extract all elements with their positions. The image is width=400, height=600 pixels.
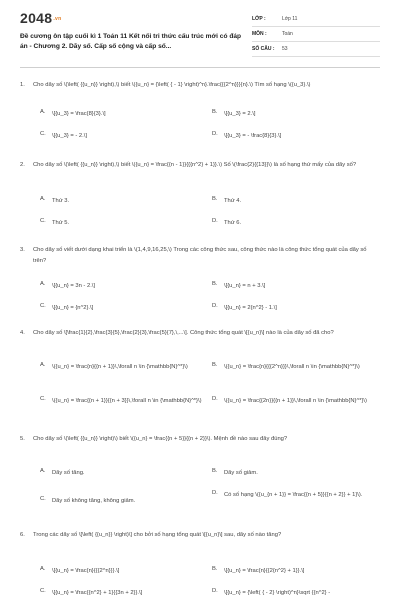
option-text: \({u_n} = \frac{n}{{n + 1}}\,\forall n \in {\mathbb{N}^*}\) — [52, 364, 188, 370]
meta-class-label: LỚP : — [252, 16, 266, 22]
meta-subject-row — [252, 27, 380, 42]
option-key: D. — [212, 303, 218, 309]
option-text: Thứ 4. — [224, 198, 242, 204]
option-key: D. — [212, 588, 218, 594]
option-text: \({u_n} = \frac{{2n}}{{n + 1}}\,\forall n \in {\mathbb{N}^*}\) — [224, 398, 367, 404]
answer-option-c[interactable] — [40, 131, 210, 141]
question-number: 5. — [20, 436, 25, 442]
meta-subject-label: MÔN : — [252, 31, 267, 37]
option-text: Có số hạng \({u_{n + 1}} = \frac{{n + 5}}{{n + 2}} + 1}\). — [224, 492, 363, 498]
option-text: Thứ 3. — [52, 198, 70, 204]
option-text: \[{u_n} = 3n - 2.\] — [52, 283, 96, 289]
question-6 — [20, 530, 380, 541]
meta-count-row — [252, 42, 380, 57]
option-key: C. — [40, 218, 46, 224]
answer-option-c[interactable] — [40, 396, 210, 406]
answer-option-d[interactable] — [212, 588, 380, 598]
meta-count-label: SỐ CÂU : — [252, 46, 275, 52]
question-3 — [20, 245, 380, 267]
option-key: B. — [212, 281, 218, 287]
answer-option-a[interactable] — [40, 196, 210, 206]
option-key: C. — [40, 396, 46, 402]
site-logo[interactable] — [20, 10, 61, 26]
option-key: A. — [40, 196, 46, 202]
header — [0, 0, 400, 60]
option-text: \[{u_n} = {n^2}.\] — [52, 305, 94, 311]
option-key: D. — [212, 490, 218, 496]
meta-class-value: Lớp 11 — [282, 16, 298, 22]
question-5 — [20, 434, 380, 445]
answer-option-b[interactable] — [212, 468, 380, 478]
logo-suffix: .vn — [53, 16, 62, 23]
answer-option-c[interactable] — [40, 303, 210, 313]
answer-option-d[interactable] — [212, 303, 380, 313]
question-stem: Trong các dãy số \[\left( {{u_n}} \right)\] cho bởi số hạng tổng quát \[{u_n}\] sau, dãy số nào tăng? — [33, 532, 282, 538]
answer-option-d[interactable] — [212, 218, 380, 228]
question-number: 6. — [20, 532, 25, 538]
answer-option-d[interactable] — [212, 131, 380, 141]
question-number: 4. — [20, 330, 25, 336]
option-key: B. — [212, 468, 218, 474]
option-key: A. — [40, 566, 46, 572]
option-key: B. — [212, 109, 218, 115]
answer-option-a[interactable] — [40, 362, 210, 372]
question-2 — [20, 160, 380, 171]
option-key: C. — [40, 131, 46, 137]
option-key: D. — [212, 218, 218, 224]
question-stem: Cho dãy số \(\left( {{u_n}} \right)\) biết \({u_n} = \frac{{n + 5}}{{n + 2}}\). Mệnh đề nào sau đây đúng? — [33, 436, 288, 442]
option-key: C. — [40, 303, 46, 309]
option-key: A. — [40, 281, 46, 287]
question-number: 2. — [20, 162, 25, 168]
option-key: A. — [40, 109, 46, 115]
answer-option-a[interactable] — [40, 566, 210, 576]
question-number: 1. — [20, 82, 25, 88]
option-key: B. — [212, 362, 218, 368]
answer-option-b[interactable] — [212, 109, 380, 119]
option-text: \[{u_3} = - 2.\] — [52, 133, 87, 139]
option-key: B. — [212, 196, 218, 202]
option-key: D. — [212, 131, 218, 137]
document-title: Đề cương ôn tập cuối kì 1 Toán 11 Kết nối tri thức cấu trúc mới có đáp án - Chương 2. Dãy số. Cấp số cộng và cấp số... — [20, 33, 242, 50]
option-key: C. — [40, 496, 46, 502]
option-key: B. — [212, 566, 218, 572]
question-stem: Cho dãy số \(\left( {{u_n}} \right),\) biết \({u_n} = {\left( { - 1} \right)^n}.\frac{{{2^n}}}{n}.\) Tìm số hạng \({u_3}.\) — [33, 82, 311, 88]
meta-class-row — [252, 12, 380, 27]
option-key: A. — [40, 468, 46, 474]
option-text: \[{u_3} = \frac{8}{3}.\] — [52, 111, 106, 117]
question-stem: Cho dãy số \(\left( {{u_n}} \right),\) biết \({u_n} = \frac{{n - 1}}{{{n^2} + 1}}.\) Số \(\frac{2}{{13}}\) là số hạng thứ mấy của dãy số? — [33, 162, 357, 168]
answer-option-b[interactable] — [212, 281, 380, 291]
option-text: \({u_n} = \frac{{n + 1}}{{n + 3}}\,\forall n \in {\mathbb{N}^*}\) — [52, 398, 202, 404]
logo-text: 2048 — [20, 10, 53, 26]
option-text: Dãy số tăng. — [52, 470, 85, 476]
option-text: \[{u_n} = \frac{n}{{2{n^2} + 1}}.\] — [224, 568, 305, 574]
option-text: Thứ 5. — [52, 220, 70, 226]
question-stem: Cho dãy số viết dưới dạng khai triển là \(1,4,9,16,25,\) Trong các công thức sau, công thức nào là công thức tổng quát của dãy số trên? — [33, 247, 367, 264]
answer-option-a[interactable] — [40, 468, 210, 478]
option-text: \[{u_n} = 2{n^2} - 1.\] — [224, 305, 277, 311]
answer-option-a[interactable] — [40, 109, 210, 119]
question-1 — [20, 80, 380, 91]
header-divider — [20, 67, 380, 68]
option-text: \({u_n} = \frac{n}{{{2^n}}}\,\forall n \in {\mathbb{N}^*}\) — [224, 364, 360, 370]
option-text: \[{u_n} = n + 3.\] — [224, 283, 266, 289]
option-key: D. — [212, 396, 218, 402]
answer-option-c[interactable] — [40, 218, 210, 228]
answer-option-b[interactable] — [212, 362, 380, 372]
option-text: Dãy số không tăng, không giảm. — [52, 498, 136, 504]
option-key: C. — [40, 588, 46, 594]
option-key: A. — [40, 362, 46, 368]
answer-option-d[interactable] — [212, 396, 380, 406]
answer-option-c[interactable] — [40, 496, 210, 506]
answer-option-b[interactable] — [212, 196, 380, 206]
option-text: Dãy số giảm. — [224, 470, 258, 476]
option-text: \[{u_n} = {\left( { - 2} \right)^n}\sqrt {{n^2} - — [224, 590, 331, 596]
question-4 — [20, 328, 380, 339]
option-text: \[{u_3} = 2.\] — [224, 111, 256, 117]
answer-option-c[interactable] — [40, 588, 210, 598]
meta-count-value: 53 — [282, 46, 288, 52]
option-text: \[{u_n} = \frac{{n^2} + 1}{{3n + 2}}.\] — [52, 590, 143, 596]
question-stem: Cho dãy số \[\frac{1}{2},\frac{3}{5},\frac{2}{3},\frac{5}{7},\,...\]. Công thức tổng quát \[{u_n}\] nào là của dãy số đã cho? — [33, 330, 334, 336]
option-text: Thứ 6. — [224, 220, 242, 226]
option-text: \[{u_n} = \frac{n}{{{2^n}}}.\] — [52, 568, 120, 574]
answer-option-a[interactable] — [40, 281, 210, 291]
answer-option-b[interactable] — [212, 566, 380, 576]
meta-box — [252, 12, 380, 57]
meta-subject-value: Toán — [282, 31, 293, 37]
answer-option-d[interactable] — [212, 490, 380, 500]
question-number: 3. — [20, 247, 25, 253]
option-text: \[{u_3} = - \frac{8}{3}.\] — [224, 133, 282, 139]
